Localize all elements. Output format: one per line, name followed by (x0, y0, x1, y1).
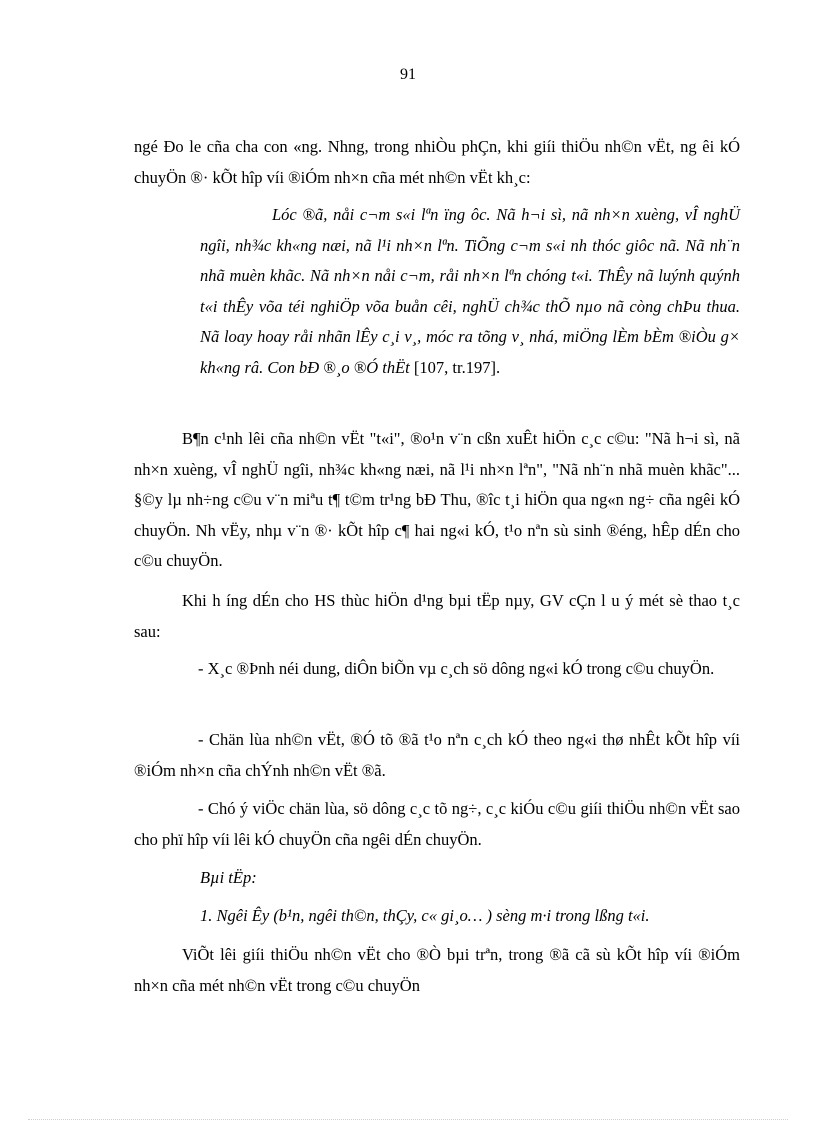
bullet-item-1: - X¸c ®Þnh néi dung, diÔn biÕn vµ c¸ch sö dông ng«i kÓ trong c©u chuyÖn. (198, 659, 715, 678)
quote-citation: [107, tr.197]. (413, 357, 501, 377)
paragraph-intro: ngé Đo le cña cha con «ng. Nhng, trong nhiÒu phÇn, khi giíi thiÖu nh©n vËt, ng êi kÓ chuyÖn ®· kÕt hîp víi ®iÓm nh×n cña mét nh©n vËt kh¸c: (134, 137, 740, 187)
page-bottom-rule (28, 1119, 788, 1120)
page-number: 91 (400, 66, 416, 83)
block-quote (200, 200, 740, 383)
paragraph-analysis: B¶n c¹nh lêi cña nh©n vËt "t«i", ®o¹n v¨n cßn xuÊt hiÖn c¸c c©u: "Nã h¬i sì, nã nh×n xuèng, vÎ nghÜ ngîi, nh¾c kh«ng næi, nã l¹i nh×n lªn", "Nã nh¨n nhã muèn khãc"... §©y lµ nh÷ng c©u v¨n miªu t¶ t©m tr¹ng bÐ Thu, ®îc t¸i hiÖn qua ng«n ng÷ cña ngêi kÓ chuyÖn. Nh vËy, nhµ v¨n ®· kÕt hîp c¶ hai ng«i kÓ, t¹o nªn sù sinh ®éng, hÊp dÉn cho c©u chuyÖn. (134, 429, 740, 570)
bullet-item-2: - Chän lùa nh©n vËt, ®Ó tõ ®ã t¹o nªn c¸ch kÓ theo ng«i thø nhÊt kÕt hîp víi ®iÓm nh×n cña chÝnh nh©n vËt ®ã. (134, 730, 740, 780)
exercise-label: Bµi tËp: (200, 868, 257, 887)
paragraph-guidance: Khi h íng dÉn cho HS thùc hiÖn d¹ng bµi tËp nµy, GV cÇn l u ý mét sè thao t¸c sau: (134, 591, 740, 641)
quote-text: Lóc ®ã, nåi c¬m s«i lªn ïng ôc. Nã h¬i sì, nã nh×n xuèng, vÎ nghÜ ngîi, nh¾c kh«ng næi, nã l¹i nh×n lªn. TiÕng c¬m s«i nh thóc giôc nã. Nã nh¨n nhã muèn khãc. Nã nh×n nåi c¬m, råi nh×n lªn chóng t«i. ThÊy nã luýnh quýnh t«i thÊy võa téi nghiÖp võa buån cêi, nghÜ ch¾c thÕ nµo nã còng chÞu thua. Nã loay hoay råi nhãn lÊy c¸i v¸, móc ra tõng v¸ nhá, miÖng lÈm bÈm ®iÒu g× kh«ng râ. Con bÐ ®¸o ®Ó thËt (200, 205, 740, 377)
paragraph-task: ViÕt lêi giíi thiÖu nh©n vËt cho ®Ò bµi trªn, trong ®ã cã sù kÕt hîp víi ®iÓm nh×n cña mét nh©n vËt trong c©u chuyÖn (134, 945, 740, 995)
exercise-item: 1. Ngêi Êy (b¹n, ngêi th©n, thÇy, c« gi¸o… ) sèng m·i trong lßng t«i. (200, 906, 650, 925)
bullet-item-3: - Chó ý viÖc chän lùa, sö dông c¸c tõ ng÷, c¸c kiÓu c©u giíi thiÖu nh©n vËt sao cho phï hîp víi lêi kÓ chuyÖn cña ngêi dÉn chuyÖn. (134, 799, 740, 849)
